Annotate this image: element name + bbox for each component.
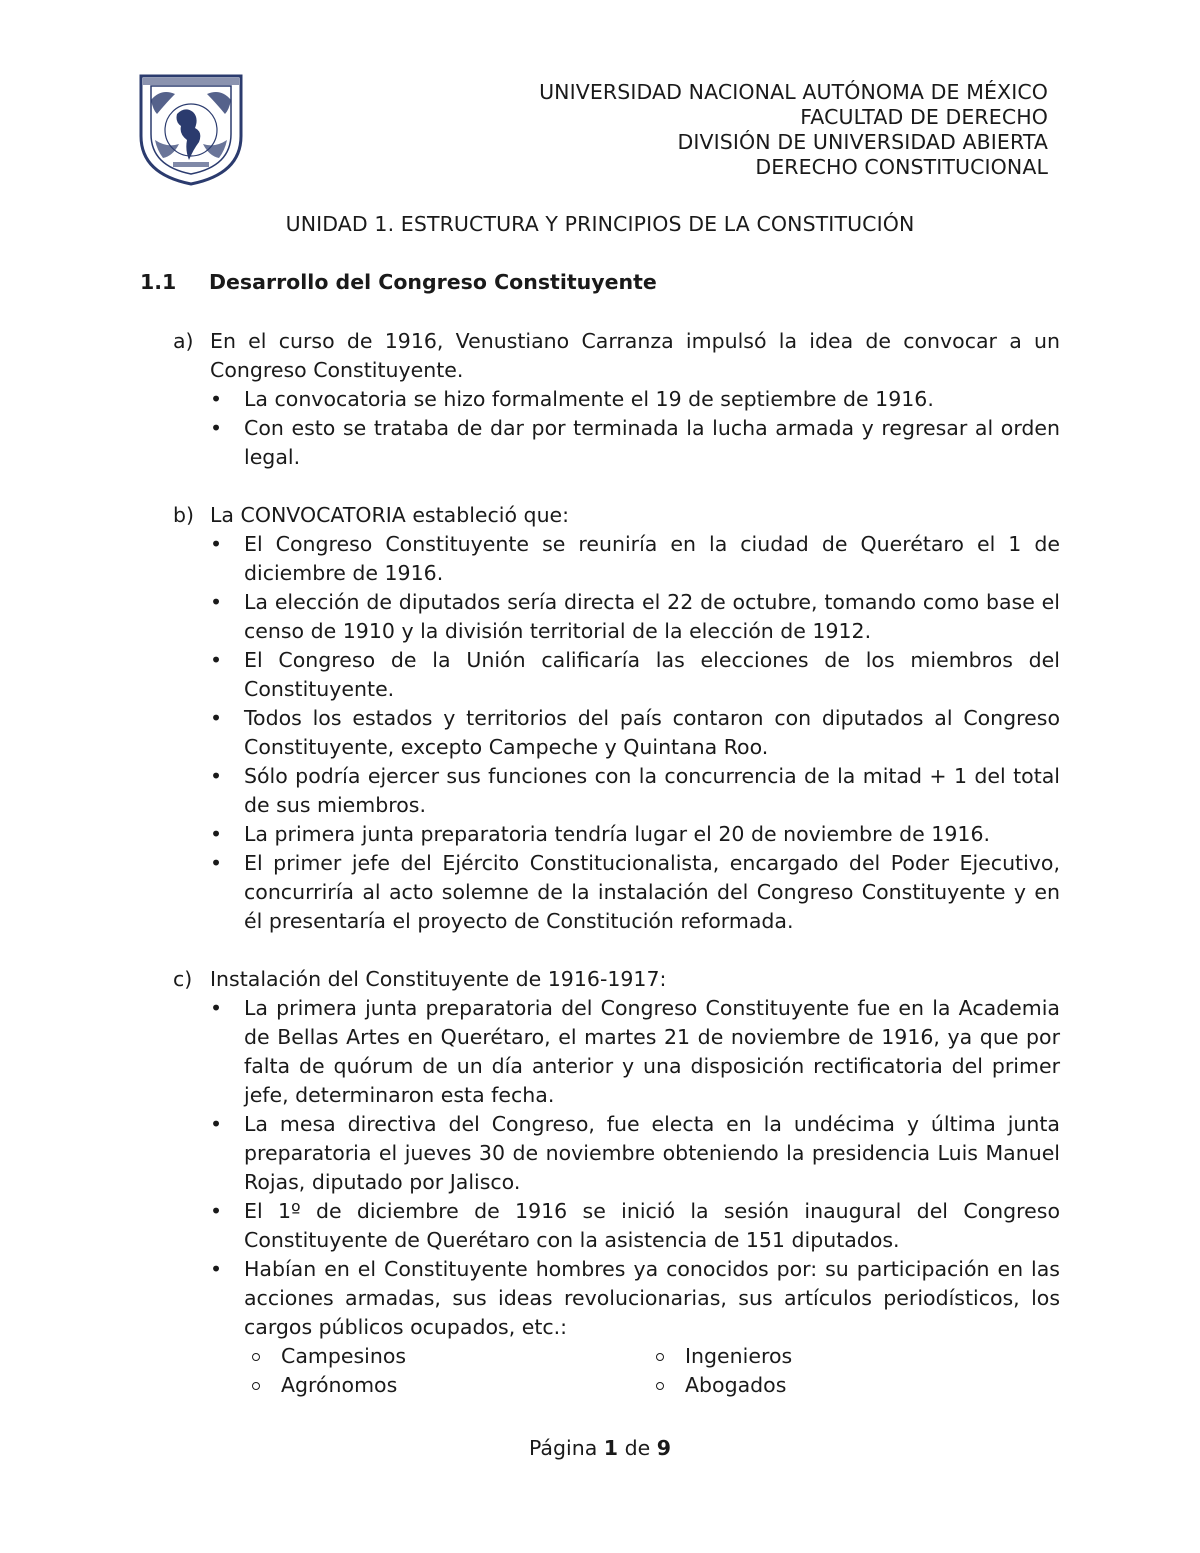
list-item-a xyxy=(140,327,1060,472)
bullet-list xyxy=(210,994,1060,1342)
sub-list-text: Ingenieros xyxy=(685,1344,793,1368)
bullet-list xyxy=(210,385,1060,472)
bullet-icon: • xyxy=(210,996,223,1020)
header-line-division: DIVISIÓN DE UNIVERSIDAD ABIERTA xyxy=(677,130,1048,154)
bullet-icon: • xyxy=(210,706,223,730)
current-page: 1 xyxy=(603,1436,619,1460)
bullet-icon: • xyxy=(210,532,223,556)
total-pages: 9 xyxy=(656,1436,672,1460)
item-letter: a) xyxy=(173,329,194,353)
bullet-item xyxy=(210,994,1060,1110)
section-heading xyxy=(140,270,657,294)
bullet-icon: • xyxy=(210,1112,223,1136)
bullet-text: La mesa directiva del Congreso, fue electa en la undécima y última junta preparatoria el jueves 30 de noviembre obteniendo la presidencia Luis Manuel Rojas, diputado por Jalisco. xyxy=(244,1112,1060,1194)
bullet-text: La convocatoria se hizo formalmente el 19 de septiembre de 1916. xyxy=(244,387,934,411)
item-text: La CONVOCATORIA estableció que: xyxy=(210,503,570,527)
circle-bullet-icon xyxy=(252,1382,260,1390)
profession-list xyxy=(210,1342,1060,1400)
bullet-icon: • xyxy=(210,1199,223,1223)
bullet-item xyxy=(210,588,1060,646)
section-number: 1.1 xyxy=(140,270,177,294)
bullet-item xyxy=(210,1255,1060,1342)
bullet-text: El Congreso de la Unión calificaría las elecciones de los miembros del Constituyente. xyxy=(244,648,1060,701)
sub-list-text: Campesinos xyxy=(281,1344,407,1368)
bullet-item xyxy=(210,762,1060,820)
bullet-item xyxy=(210,1110,1060,1197)
sub-list-item xyxy=(252,1342,656,1371)
bullet-text: La elección de diputados sería directa el 22 de octubre, tomando como base el censo de 1910 y la división territorial de la elección de 1912. xyxy=(244,590,1060,643)
bullet-list xyxy=(210,530,1060,936)
institution-header xyxy=(348,80,1048,180)
bullet-text: Todos los estados y territorios del país contaron con diputados al Congreso Constituyente, excepto Campeche y Quintana Roo. xyxy=(244,706,1060,759)
bullet-text: La primera junta preparatoria tendría lugar el 20 de noviembre de 1916. xyxy=(244,822,990,846)
item-letter: c) xyxy=(173,967,193,991)
header-line-course: DERECHO CONSTITUCIONAL xyxy=(755,155,1048,179)
sub-list-item xyxy=(252,1371,656,1400)
header-line-university: UNIVERSIDAD NACIONAL AUTÓNOMA DE MÉXICO xyxy=(539,80,1048,104)
sub-list-text: Abogados xyxy=(685,1373,787,1397)
sub-list-text: Agrónomos xyxy=(281,1373,398,1397)
header-line-faculty: FACULTAD DE DERECHO xyxy=(800,105,1048,129)
list-item-c xyxy=(140,965,1060,1400)
bullet-icon: • xyxy=(210,764,223,788)
bullet-icon: • xyxy=(210,387,223,411)
bullet-text: Con esto se trataba de dar por terminada la lucha armada y regresar al orden legal. xyxy=(244,416,1060,469)
item-letter: b) xyxy=(173,503,195,527)
bullet-item xyxy=(210,820,1060,849)
unit-title: UNIDAD 1. ESTRUCTURA Y PRINCIPIOS DE LA CONSTITUCIÓN xyxy=(285,212,915,236)
item-text: En el curso de 1916, Venustiano Carranza impulsó la idea de convocar a un Congreso Constituyente. xyxy=(210,329,1060,382)
bullet-item xyxy=(210,704,1060,762)
bullet-icon: • xyxy=(210,1257,223,1281)
document-body xyxy=(140,327,1060,1400)
sub-list-item xyxy=(656,1371,1060,1400)
bullet-icon: • xyxy=(210,851,223,875)
bullet-icon: • xyxy=(210,648,223,672)
bullet-icon: • xyxy=(210,590,223,614)
page-label: Página xyxy=(528,1436,598,1460)
sub-list-item xyxy=(656,1342,1060,1371)
bullet-text: La primera junta preparatoria del Congreso Constituyente fue en la Academia de Bellas Artes en Querétaro, el martes 21 de noviembre de 1916, ya que por falta de quórum de un día anterior y una disposición rectificatoria del primer jefe, determinaron esta fecha. xyxy=(244,996,1060,1107)
list-item-b xyxy=(140,501,1060,936)
circle-bullet-icon xyxy=(252,1353,260,1361)
circle-bullet-icon xyxy=(656,1382,664,1390)
section-title: Desarrollo del Congreso Constituyente xyxy=(209,270,657,294)
bullet-item xyxy=(210,849,1060,936)
bullet-text: El Congreso Constituyente se reuniría en la ciudad de Querétaro el 1 de diciembre de 1916. xyxy=(244,532,1060,585)
bullet-item xyxy=(210,385,1060,414)
bullet-icon: • xyxy=(210,822,223,846)
bullet-icon: • xyxy=(210,416,223,440)
bullet-text: Sólo podría ejercer sus funciones con la concurrencia de la mitad + 1 del total de sus miembros. xyxy=(244,764,1060,817)
circle-bullet-icon xyxy=(656,1353,664,1361)
bullet-item xyxy=(210,530,1060,588)
bullet-text: El primer jefe del Ejército Constitucionalista, encargado del Poder Ejecutivo, concurriría al acto solemne de la instalación del Congreso Constituyente y en él presentaría el proyecto de Constitución reformada. xyxy=(244,851,1060,933)
item-text: Instalación del Constituyente de 1916-1917: xyxy=(210,967,667,991)
bullet-item xyxy=(210,1197,1060,1255)
bullet-text: El 1º de diciembre de 1916 se inició la sesión inaugural del Congreso Constituyente de Querétaro con la asistencia de 151 diputados. xyxy=(244,1199,1060,1252)
bullet-item xyxy=(210,414,1060,472)
page-number-footer xyxy=(0,1436,1200,1460)
unam-crest-icon xyxy=(133,70,249,188)
bullet-text: Habían en el Constituyente hombres ya conocidos por: su participación en las acciones armadas, sus ideas revolucionarias, sus artículos periodísticos, los cargos públicos ocupados, etc.: xyxy=(244,1257,1060,1339)
of-label: de xyxy=(624,1436,651,1460)
bullet-item xyxy=(210,646,1060,704)
